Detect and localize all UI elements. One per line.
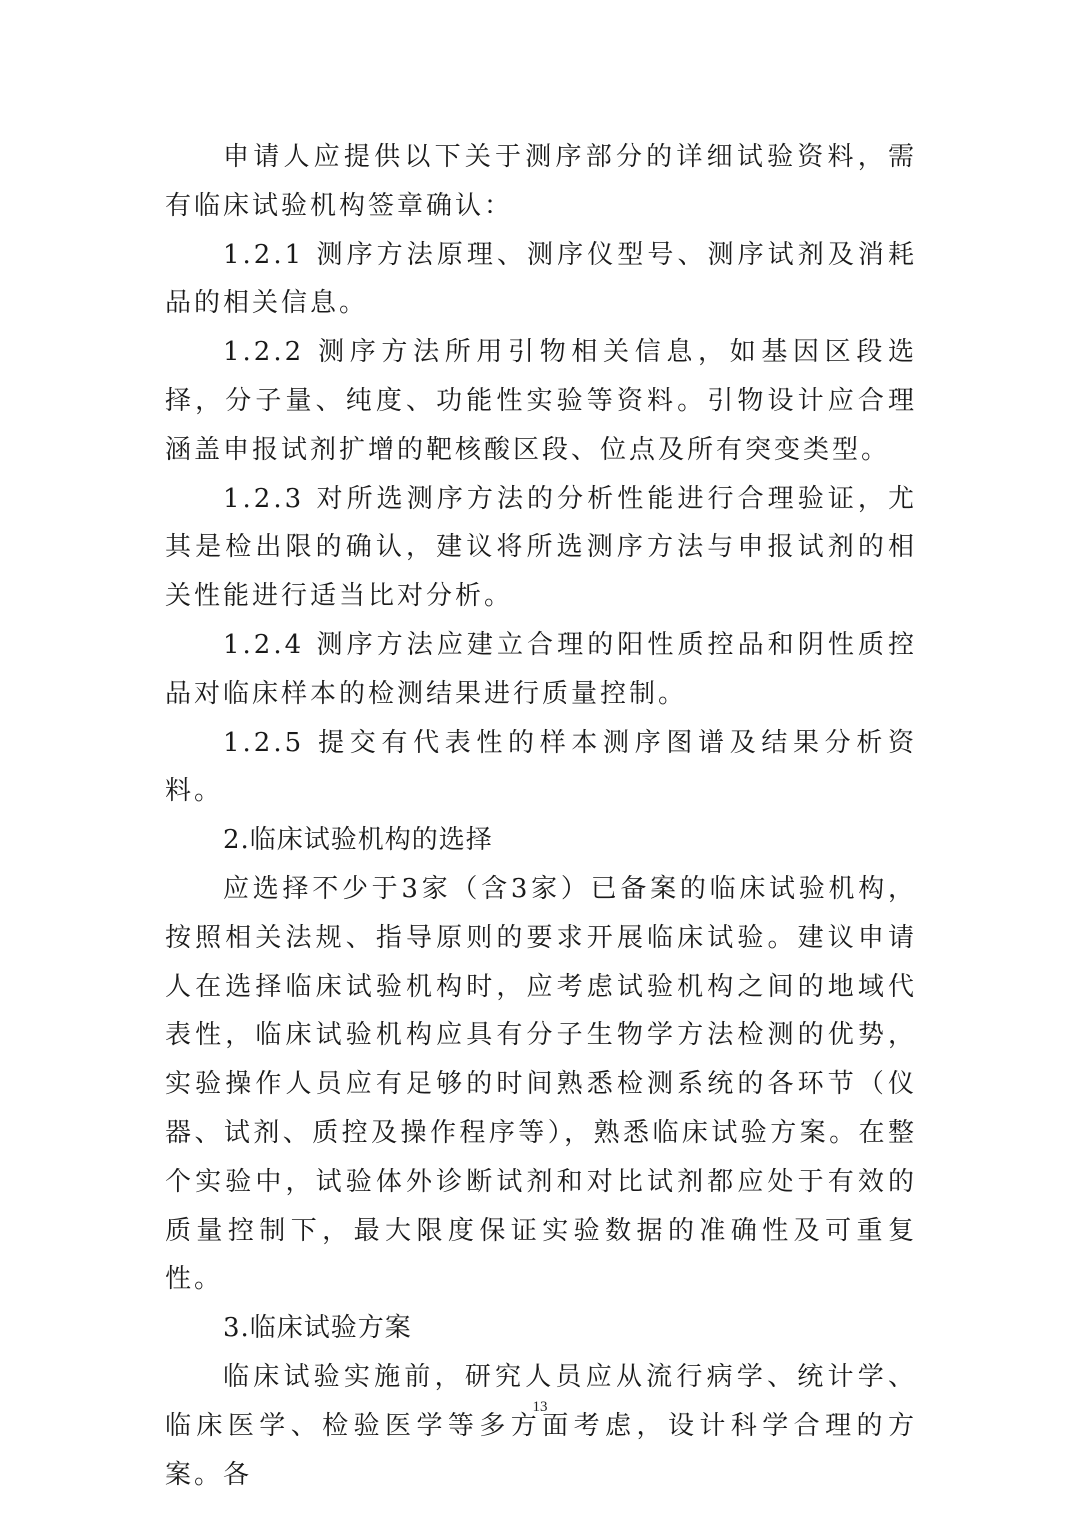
paragraph-1-2-5: 1.2.5 提交有代表性的样本测序图谱及结果分析资料。: [165, 727, 917, 807]
paragraph-1-2-4: 1.2.4 测序方法应建立合理的阳性质控品和阴性质控品对临床样本的检测结果进行质量控制。: [165, 629, 917, 709]
paragraph-1-2-3: 1.2.3 对所选测序方法的分析性能进行合理验证，尤其是检出限的确认，建议将所选测序方法与申报试剂的相关性能进行适当比对分析。: [165, 483, 917, 612]
paragraph-1-2-1: 1.2.1 测序方法原理、测序仪型号、测序试剂及消耗品的相关信息。: [165, 239, 917, 319]
paragraph-1-2-2: 1.2.2 测序方法所用引物相关信息，如基因区段选择，分子量、纯度、功能性实验等资料。引物设计应合理涵盖申报试剂扩增的靶核酸区段、位点及所有突变类型。: [165, 337, 917, 465]
section-heading-2: 2.临床试验机构的选择: [223, 825, 493, 856]
paragraph-institution-selection: 应选择不少于3家（含3家）已备案的临床试验机构，按照相关法规、指导原则的要求开展临床试验。建议申请人在选择临床试验机构时，应考虑试验机构之间的地域代表性，临床试验机构应具有分子生物学方法检测的优势，实验操作人员应有足够的时间熟悉检测系统的各环节（仪器、试剂、质控及操作程序等），熟悉临床试验方案。在整个实验中，试验体外诊断试剂和对比试剂都应处于有效的质量控制下，最大限度保证实验数据的准确性及可重复性。: [165, 873, 917, 1295]
page-number: 13: [532, 1399, 548, 1415]
document-body: [165, 133, 917, 1499]
paragraph-intro: 申请人应提供以下关于测序部分的详细试验资料，需有临床试验机构签章确认：: [165, 142, 917, 221]
section-heading-3: 3.临床试验方案: [223, 1313, 412, 1344]
paragraph-trial-plan: 临床试验实施前，研究人员应从流行病学、统计学、临床医学、检验医学等多方面考虑，设计科学合理的方案。各: [165, 1361, 917, 1490]
